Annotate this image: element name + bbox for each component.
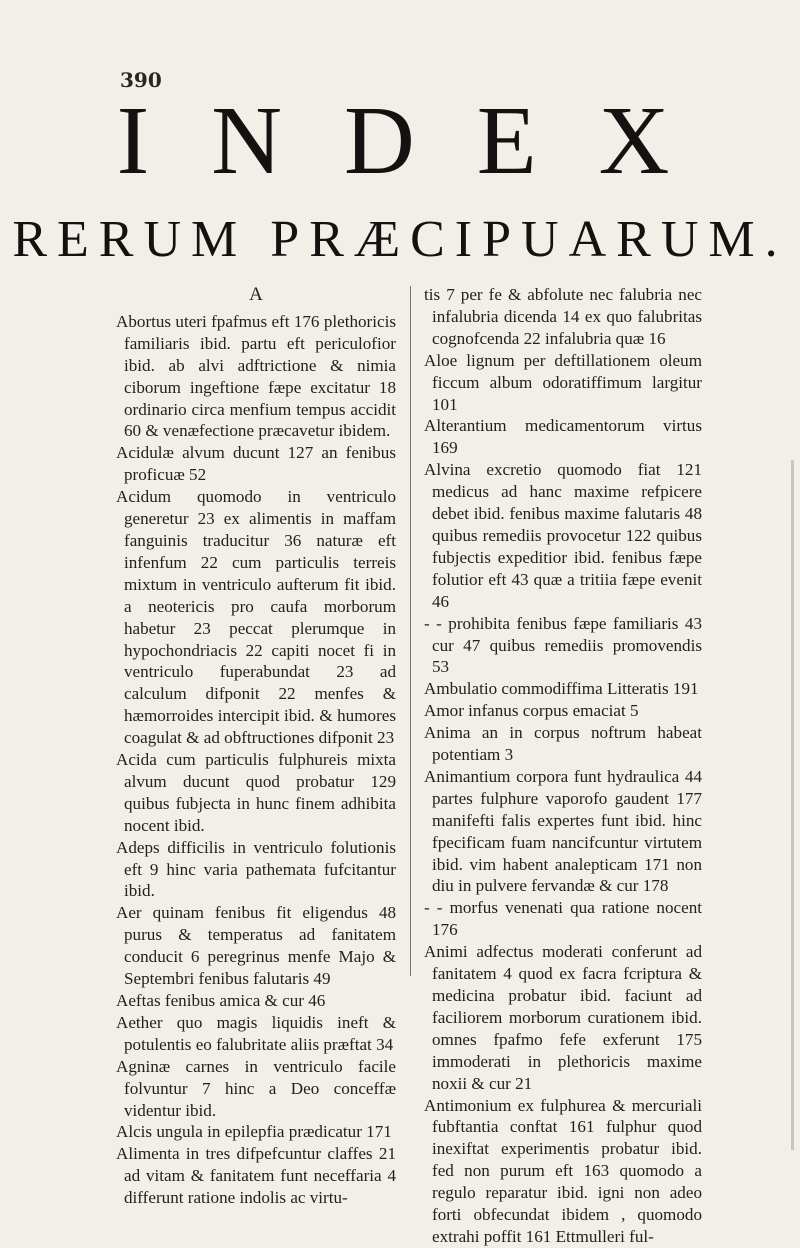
index-entry: - - prohibita fenibus fæpe familiaris 43 cur 47 quibus remediis promovendis 53: [424, 613, 702, 677]
left-column: [116, 284, 396, 1209]
index-entry: Aloe lignum per deftillationem oleum ficcum album odoratiffimum largitur 101: [424, 350, 702, 414]
index-entry: Agninæ carnes in ventriculo facile folvuntur 7 hinc a Deo conceffæ videntur ibid.: [116, 1056, 396, 1120]
index-entry: Acidum quomodo in ventriculo generetur 23 ex alimentis in maffam fanguinis traducitur 36 naturæ eft infenfum 22 cum particulis terreis mixtum in ventriculo aufterum fit ibid. a neotericis pro caufa morborum habetur 23 peccat plerumque in hypochondriacis 22 capiti nocet fi in ventriculo fuperabundat 23 ad calculum difponit 22 menfes & hæmorroides intercipit ibid. & humores coagulat & ad obftructiones difponit 23: [116, 487, 396, 748]
right-column: [424, 284, 702, 1248]
index-entry: Animantium corpora funt hydraulica 44 partes fulphure vaporofo gaudent 177 manifefti falis expertes funt ibid. hinc fpecificam fuam nancifcuntur virtutem ibid. vim habent analepticam 171 non diu in pulvere fervandæ & cur 178: [424, 766, 702, 896]
column-divider: [410, 286, 411, 976]
index-entry: Acidulæ alvum ducunt 127 an fenibus proficuæ 52: [116, 443, 396, 485]
index-entry: Ambulatio commodiffima Litteratis 191: [424, 679, 699, 699]
index-subtitle: RERUM PRÆCIPUARUM.: [12, 211, 788, 268]
index-entry: Alterantium medicamentorum virtus 169: [424, 416, 702, 458]
index-entry: Abortus uteri fpafmus eft 176 plethoricis familiaris ibid. partu eft periculofior ibid. ab alvi adftrictione & nimia ciborum ingeftione fæpe excitatur 18 ordinario circa menfium tempus accidit 60 & venæfectione præcavetur ibidem.: [116, 311, 396, 441]
index-entry: Amor infanus corpus emaciat 5: [424, 701, 639, 721]
page-edge-shadow: [791, 460, 794, 1150]
index-entry: Antimonium ex fulphurea & mercuriali fubftantia conftat 161 fulphur quod inexiftat experimentis probatur ibid. fed non purum eft 163 quomodo a regulo reparatur ibid. igni non adeo forti obfecundat ibidem , quomodo extrahi poffit 161 Ettmulleri ful-: [424, 1095, 702, 1246]
index-entry: Alvina excretio quomodo fiat 121 medicus ad hanc maxime refpicere debet ibid. fenibus maxime falutaris 48 quibus remediis provocetur 122 quibus fubjectis expeditior ibid. fenibus fæpe folutior eft 43 quæ a tritiia fæpe evenit 46: [424, 460, 702, 611]
page-number: 390: [120, 68, 162, 92]
index-entry: Alimenta in tres difpefcuntur claffes 21 ad vitam & fanitatem funt neceffaria 4 differunt ratione indolis ac virtu-: [116, 1144, 396, 1208]
section-letter: A: [249, 284, 263, 305]
index-entry: Alcis ungula in epilepfia prædicatur 171: [116, 1122, 392, 1142]
index-entry: Anima an in corpus noftrum habeat potentiam 3: [424, 723, 702, 765]
index-entry: Adeps difficilis in ventriculo folutionis eft 9 hinc varia pathemata fufcitantur ibid.: [116, 837, 396, 901]
index-entry: tis 7 per fe & abfolute nec falubria nec infalubria dicenda 14 ex quo falubritas cognofcenda 22 infalubria quæ 16: [424, 285, 702, 348]
index-entry: Acida cum particulis fulphureis mixta alvum ducunt quod probatur 129 quibus fubjecta in hunc finem adhibita nocent ibid.: [116, 750, 396, 835]
index-entry: - - morfus venenati qua ratione nocent 176: [424, 898, 702, 940]
index-title: INDEX: [116, 87, 732, 195]
index-entry: Aer quinam fenibus fit eligendus 48 purus & temperatus ad fanitatem conducit 6 peregrinus menfe Majo & Septembri fenibus falutaris 49: [116, 903, 396, 989]
index-entry: Aether quo magis liquidis ineft & potulentis eo falubritate aliis præftat 34: [116, 1012, 396, 1054]
index-entry: Animi adfectus moderati conferunt ad fanitatem 4 quod ex facra fcriptura & medicina probatur ibid. faciunt ad faciliorem morborum curationem ibid. omnes fpafmo fefe exferunt 175 immoderati in plethoricis maxime noxii & cur 21: [424, 942, 702, 1093]
index-entry: Aeftas fenibus amica & cur 46: [116, 991, 326, 1010]
